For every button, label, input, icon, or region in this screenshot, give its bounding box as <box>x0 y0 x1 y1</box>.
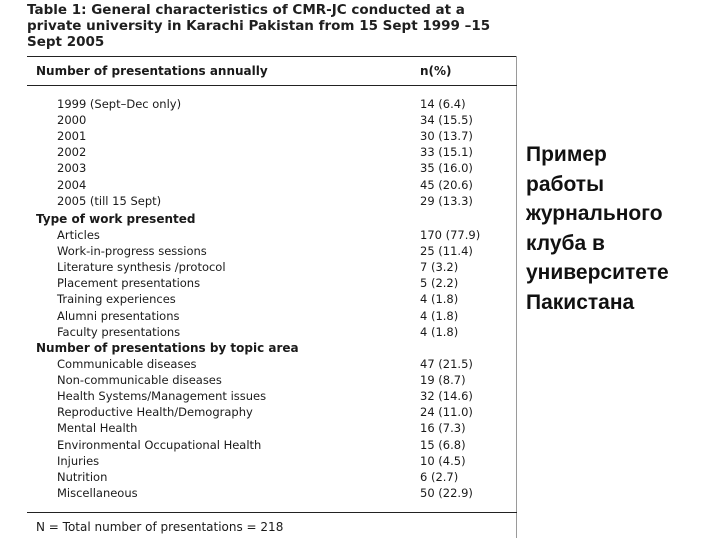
row-label: Nutrition <box>57 469 108 484</box>
table-row <box>27 112 517 128</box>
row-value: 170 (77.9) <box>420 228 481 242</box>
topic-section-heading: Number of presentations by topic area <box>36 341 299 355</box>
row-value: 50 (22.9) <box>420 485 473 500</box>
table-row <box>27 404 517 420</box>
row-value: 4 (1.8) <box>420 308 459 323</box>
row-label: Faculty presentations <box>57 324 181 339</box>
side-caption-line: Пример <box>526 143 607 166</box>
table-row <box>27 275 517 291</box>
side-caption-line: работы <box>526 172 605 196</box>
row-value: 10 (4.5) <box>420 453 466 468</box>
table-row <box>27 324 517 340</box>
table-caption: Table 1: General characteristics of CMR-JC conducted at a private university in Karachi Pakistan from 15 Sept 1999 –15 Sept 2005 <box>27 2 491 50</box>
row-label: Training experiences <box>57 292 176 307</box>
row-label: Non-communicable diseases <box>57 373 222 388</box>
header-label: Number of presentations annually <box>36 64 268 78</box>
row-label: Reproductive Health/Demography <box>57 405 253 420</box>
row-label: Articles <box>57 228 100 242</box>
row-label: Mental Health <box>57 421 138 436</box>
row-value: 33 (15.1) <box>420 145 473 160</box>
table-row <box>27 227 517 243</box>
row-label: Work-in-progress sessions <box>57 244 207 259</box>
row-label: Environmental Occupational Health <box>57 437 262 452</box>
row-value: 45 (20.6) <box>420 177 473 192</box>
row-value: 35 (16.0) <box>420 161 473 176</box>
header-rule <box>27 85 517 86</box>
row-value: 19 (8.7) <box>420 373 466 388</box>
row-label: Injuries <box>57 453 100 468</box>
row-value: 47 (21.5) <box>420 357 473 371</box>
row-value: 4 (1.8) <box>420 292 459 307</box>
table-row <box>27 420 517 436</box>
row-value: 7 (3.2) <box>420 260 459 275</box>
row-label: 2005 (till 15 Sept) <box>57 193 162 208</box>
row-value: 6 (2.7) <box>420 469 459 484</box>
row-value: 25 (11.4) <box>420 244 473 259</box>
table-bottom-rule <box>27 512 517 513</box>
row-value: 16 (7.3) <box>420 421 466 436</box>
table-row <box>27 160 517 176</box>
row-value: 4 (1.8) <box>420 324 459 339</box>
table-row <box>27 453 517 469</box>
side-caption-line: клуба в <box>526 231 605 255</box>
row-value: 24 (11.0) <box>420 405 473 420</box>
table-row <box>27 469 517 485</box>
total-note: N = Total number of presentations = 218 <box>36 520 284 534</box>
row-value: 32 (14.6) <box>420 389 473 404</box>
work-section-heading: Type of work presented <box>36 212 196 226</box>
side-caption-line: журнального <box>526 202 663 225</box>
table-row <box>27 308 517 324</box>
row-label: Communicable diseases <box>57 357 197 371</box>
row-label: Alumni presentations <box>57 308 180 323</box>
side-caption-line: университете <box>526 261 669 284</box>
table-row <box>27 388 517 404</box>
table-row <box>27 437 517 453</box>
row-label: Miscellaneous <box>57 485 138 500</box>
row-value: 34 (15.5) <box>420 113 473 128</box>
characteristics-table <box>27 56 517 538</box>
table-row <box>27 291 517 307</box>
side-caption-line: Пакистана <box>526 290 635 314</box>
table-row <box>27 177 517 193</box>
table-row <box>27 259 517 275</box>
table-row <box>27 144 517 160</box>
table-row <box>27 356 517 372</box>
row-label: 2000 <box>57 113 87 128</box>
table-row <box>27 243 517 259</box>
row-value: 5 (2.2) <box>420 276 459 291</box>
row-value: 29 (13.3) <box>420 193 473 208</box>
row-label: 2002 <box>57 145 87 160</box>
row-label: 2004 <box>57 177 87 192</box>
row-value: 14 (6.4) <box>420 97 466 111</box>
table-row <box>27 96 517 112</box>
row-label: 2001 <box>57 129 87 144</box>
row-label: Placement presentations <box>57 276 201 291</box>
row-label: Literature synthesis /protocol <box>57 260 226 275</box>
side-caption <box>526 140 716 317</box>
row-label: 1999 (Sept–Dec only) <box>57 97 182 111</box>
row-value: 15 (6.8) <box>420 437 466 452</box>
row-value: 30 (13.7) <box>420 129 473 144</box>
table-top-rule <box>27 56 517 57</box>
row-label: Health Systems/Management issues <box>57 389 267 404</box>
table-row <box>27 193 517 209</box>
table-row <box>27 128 517 144</box>
row-label: 2003 <box>57 161 87 176</box>
table-row <box>27 372 517 388</box>
table-row <box>27 485 517 501</box>
header-value: n(%) <box>420 64 452 78</box>
